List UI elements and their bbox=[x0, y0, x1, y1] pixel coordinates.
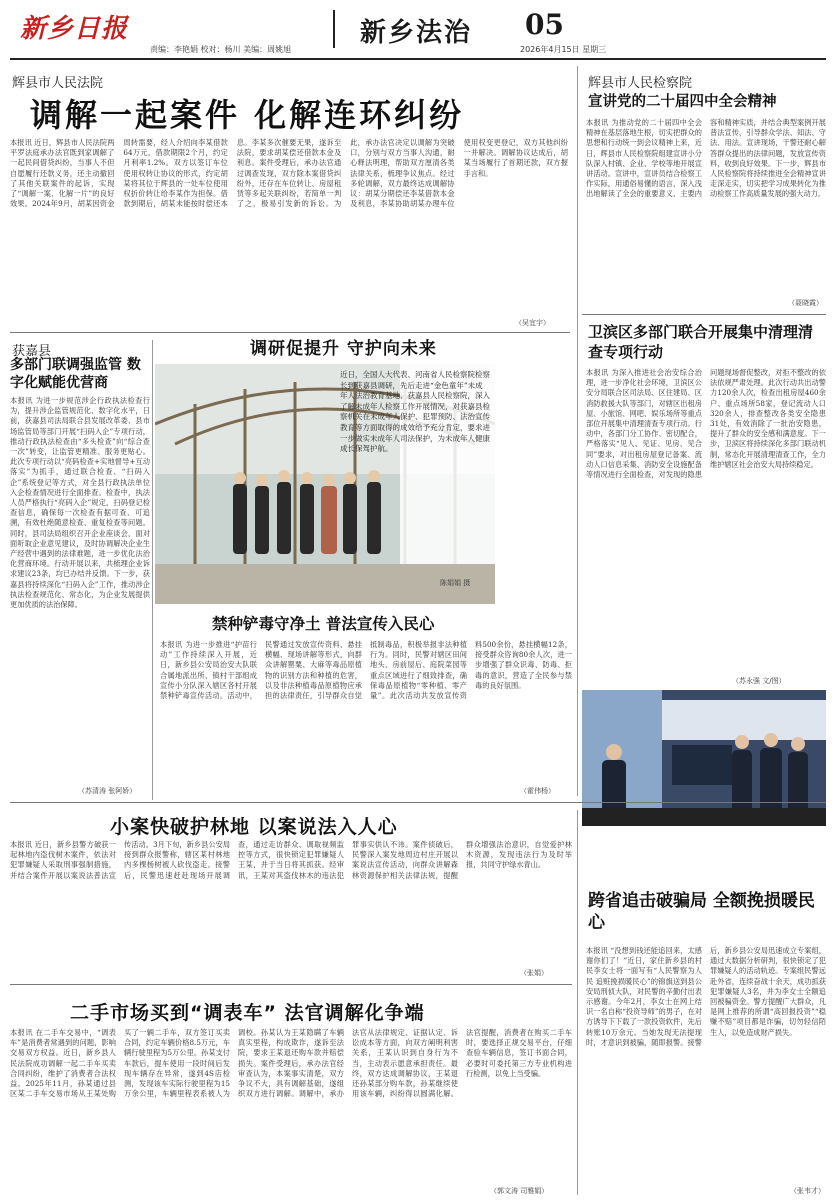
column-divider bbox=[577, 66, 578, 796]
forest-headline: 小案快破护林地 以案说法入人心 bbox=[110, 816, 398, 838]
page-number: 05 bbox=[525, 8, 564, 41]
divider bbox=[10, 802, 826, 803]
drug-body: 本报讯 为进一步推进“护苗行动”工作持续深入开展，近日，新乡县公安局治安大队联合属地派出所、镇村干部组成宣传小分队深入辖区各村开展禁种铲毒宣传活动。活动中，民警通过发放宣传资料、悬挂横幅、现场讲解等形式，向群众讲解罂粟、大麻等毒品原植物的识别方法和种植的危害，以及非法种植毒品原植物应承担的法律责任，引导群众自觉抵制毒品，积极举报非法种植行为。同时，民警对辖区田间地头、房前屋后、庭院菜园等重点区域进行了细致排查，确保毒品原植物“零种植、零产量”。此次活动共发放宣传资料500余份，悬挂横幅12条，接受群众咨询80余人次，进一步增强了群众识毒、防毒、拒毒的意识，营造了全民参与禁毒的良好氛围。 bbox=[160, 640, 572, 701]
column-divider bbox=[577, 810, 578, 1195]
prosecutor-body: 本报讯 为推动党的二十届四中全会精神在基层落地生根，切实把群众的思想和行动统一到会议精神上来，近日，辉县市人民检察院组建宣讲小分队深入村镇、企业、学校等地开展宣讲活动。宣讲中，宣讲员结合检察工作实际，用通俗易懂的语言，深入浅出地解读了全会的重要意义、主要内容和精神实质，并结合典型案例开展普法宣传，引导群众学法、知法、守法、用法。宣讲现场，干警还耐心解答群众提出的法律问题，发放宣传资料，收到良好效果。下一步，辉县市人民检察院将持续推进全会精神宣讲走深走实，切实把学习成果转化为推动检察工作高质量发展的强大动力。 bbox=[586, 118, 826, 199]
huojia-kicker: 获嘉县 bbox=[12, 344, 52, 359]
lead-kicker: 辉县市人民法院 bbox=[12, 76, 104, 91]
divider bbox=[10, 332, 570, 333]
drug-author: （霍伟杨） bbox=[520, 787, 555, 795]
divider bbox=[582, 314, 826, 315]
lead-author: （吴宜宇） bbox=[515, 319, 550, 327]
prosecutor-author: （聂晓霞） bbox=[788, 299, 823, 307]
credits: 责编：李艳娟 校对：杨川 美编：周姚旭 bbox=[150, 45, 292, 54]
police-office-photo-icon bbox=[582, 690, 826, 826]
section-name: 新乡法治 bbox=[360, 18, 473, 48]
newspaper-logo: 新乡日报 bbox=[20, 14, 129, 44]
prosecutor-headline: 宣讲党的二十届四中全会精神 bbox=[588, 94, 777, 110]
divider bbox=[10, 984, 572, 985]
fraud-body: 本报讯 “没想到钱还能追回来，太感谢你们了！”近日，家住新乡县的村民李女士将一面写有“人民警察为人民 追赃挽损暖民心”的锦旗送到县公安局刑侦大队，对民警的辛勤付出表示感谢。今年2月，李女士在网上结识一名自称“投资导师”的男子，在对方诱导下下载了一款投资软件，先后转账10万余元。当她发现无法提现时，才意识到被骗，随即报警。接警后，新乡县公安局迅速成立专案组，通过大数据分析研判，很快锁定了犯罪嫌疑人的活动轨迹。专案组民警远赴外省，连续奋战十余天，成功抓获犯罪嫌疑人3名，并为李女士全额追回被骗资金。警方提醒广大群众，凡是网上推荐的所谓“高回报投资”“稳赚不赔”项目都是诈骗，切勿轻信陌生人，以免造成财产损失。 bbox=[586, 946, 826, 1047]
masthead-rule bbox=[10, 58, 826, 60]
fraud-author: （张韦才） bbox=[790, 1187, 825, 1195]
research-credit: 陈娟娟 摄 bbox=[440, 579, 471, 587]
lead-body: 本报讯 近日，辉县市人民法院两平罗法庭承办法官既到家调解了一起民间借贷纠纷，当事人不但自愿履行还款义务，还主动撤回了其他关联案件的起诉，实现了“调解一案、化解一片”的良好效果。2024年9月，胡某因资金周转需要，经人介绍向李某借款64万元，借款期限2个月，约定月利率1.2%。双方以签订车位使用权转让协议的形式，约定胡某将其位于辉县的一处车位使用权折价转让给李某作为担保。借款到期后，胡某未能按时偿还本息。李某多次催要无果，遂诉至法院，要求胡某偿还借款本金及利息。案件受理后，承办法官通过调查发现，双方除本案借贷纠纷外，还存在车位转让、房屋租赁等多起关联纠纷，若简单一判了之，极易引发新的诉讼。为此，承办法官决定以调解为突破口，分别与双方当事人沟通，耐心释法明理，帮助双方厘清各类法律关系，梳理争议焦点。经过多轮调解，双方最终达成调解协议：胡某分期偿还李某借款本金及利息，李某协助胡某办理车位使用权变更登记，双方其他纠纷一并解决。调解协议达成后，胡某当场履行了首期还款，双方握手言和。 bbox=[10, 138, 568, 209]
forest-author: （张娟） bbox=[520, 969, 548, 977]
column-divider bbox=[152, 340, 153, 800]
huojia-headline: 多部门联调强监管 数字化赋能优营商 bbox=[10, 357, 141, 391]
watch-body: 本报讯 在二手车交易中，“调表车”是消费者常遇到的问题，影响交易双方权益。近日，新乡县人民法院成功调解一起二手车买卖合同纠纷，维护了消费者合法权益。2025年11月，孙某通过县区某二手车交易市场从王某处购买了一辆二手车，双方签订买卖合同，约定车辆价格8.5万元，车辆行驶里程为5万公里。孙某支付车款后，提车使用一段时间后发现车辆存在异常，遂到4S店检测，发现该车实际行驶里程为15万余公里，车辆里程表系被人为调校。孙某认为王某隐瞒了车辆真实里程，构成欺诈，遂诉至法院，要求王某退还购车款并赔偿损失。案件受理后，承办法官经审查认为，本案事实清楚，双方争议不大，具有调解基础，遂组织双方进行调解。调解中，承办法官从法律规定、证据认定、诉讼成本等方面，向双方阐明利害关系，王某认识到自身行为不当，主动表示愿意承担责任。最终，双方达成调解协议，王某退还孙某部分购车款，孙某继续使用该车辆，纠纷得以圆满化解。法官提醒，消费者在购买二手车时，要选择正规交易平台，仔细查验车辆信息，签订书面合同，必要时可委托第三方专业机构进行检测，以免上当受骗。 bbox=[10, 1028, 572, 1099]
watch-headline: 二手市场买到“调表车” 法官调解化争端 bbox=[70, 1002, 425, 1024]
weibin-headline: 卫滨区多部门联合开展集中清理清查专项行动 bbox=[588, 323, 814, 361]
huojia-author: （苏清涛 张阿娇） bbox=[78, 787, 137, 795]
research-caption: 近日，全国人大代表、河南省人民检察院检察长到获嘉县调研，先后走进“金色童年”未成年人法治教育基地、获嘉县人民检察院，深入了解未成年人检察工作开展情况，对获嘉县检察机关在未成年人保护、犯罪预防、法治宣传教育等方面取得的成效给予充分肯定，要求进一步做实未成年人司法保护，为未成年人健康成长保驾护航。 bbox=[340, 370, 490, 454]
forest-body: 本报讯 近日，新乡县警方破获一起林地内盗伐树木案件，依法对犯罪嫌疑人采取刑事强制措施，并结合案件开展以案说法普法宣传活动。3月下旬，新乡县公安局接到群众报警称，辖区某村林地内多棵杨树被人砍伐盗走。接警后，民警迅速赶赴现场开展调查，通过走访群众、调取视频监控等方式，很快锁定犯罪嫌疑人王某，并于当日将其抓获。经审讯，王某对其盗伐林木的违法犯罪事实供认不讳。案件侦破后，民警深入案发地周边村庄开展以案说法宣传活动，向群众讲解森林资源保护相关法律法规，提醒群众增强法治意识，自觉爱护林木资源，发现违法行为及时举报，共同守护绿水青山。 bbox=[10, 840, 572, 880]
masthead-divider bbox=[333, 10, 335, 48]
huojia-body: 本报讯 为进一步规范涉企行政执法检查行为，提升涉企监管规范化、数字化水平，日前，获嘉县司法局联合县发展改革委、县市场监管局等部门开展“扫码入企”专项行动，推动行政执法检查由“多头检查”向“综合查一次”转变，让监管更精准、服务更贴心。此次专项行动以“亮码检查+实地督导+互动落实”为抓手，通过联合检查、“扫码入企”系统登记等方式，对全县行政执法单位入企检查情况进行全面排查。检查中，执法人员严格执行“亮码入企”规定，扫码登记检查信息，确保每一次检查有据可查、可追溯，有效杜绝随意检查、重复检查等问题。同时，县司法局组织召开企业座谈会，面对面听取企业意见建议，及时协调解决企业生产经营中遇到的法律难题，进一步优化法治化营商环境。行动开展以来，共梳理企业诉求建议23条，均已办结并反馈。下一步，获嘉县将持续深化“扫码入企”工作，推动涉企执法检查规范化、常态化，为企业发展提供更加优质的法治保障。 bbox=[10, 396, 150, 610]
weibin-body: 本报讯 为深入推进社会治安综合治理，进一步净化社会环境，卫滨区公安分局联合区司法局、区住建局、区消防救援大队等部门，对辖区出租房屋、小旅馆、网吧、娱乐场所等重点部位开展集中清理清查专项行动。行动中，各部门分工协作、密切配合，严格落实“见人、见证、见房、见合同”要求，对出租房屋登记备案、流动人口信息采集、消防安全设施配备等情况进行全面检查，对发现的隐患问题现场督促整改，对拒不整改的依法依规严肃处理。此次行动共出动警力120余人次，检查出租房屋460余户、重点场所58家，登记流动人口320余人，排查整改各类安全隐患31处，有效消除了一批治安隐患，提升了群众的安全感和满意度。下一步，卫滨区将持续深化多部门联动机制，常态化开展清理清查工作，全力维护辖区社会治安大局持续稳定。 bbox=[586, 368, 826, 480]
weibin-author: （苏永强 文/图） bbox=[732, 677, 786, 685]
lead-headline: 调解一起案件 化解连环纠纷 bbox=[30, 96, 465, 134]
issue-date: 2026年4月15日 星期三 bbox=[520, 45, 607, 54]
fraud-headline: 跨省追击破骗局 全额挽损暖民心 bbox=[588, 891, 815, 933]
prosecutor-kicker: 辉县市人民检察院 bbox=[588, 76, 693, 91]
drug-headline: 禁种铲毒守净土 普法宣传入民心 bbox=[212, 615, 435, 633]
watch-author: （郭文涛 司雅娟） bbox=[490, 1187, 549, 1195]
research-headline: 调研促提升 守护向未来 bbox=[250, 339, 437, 359]
